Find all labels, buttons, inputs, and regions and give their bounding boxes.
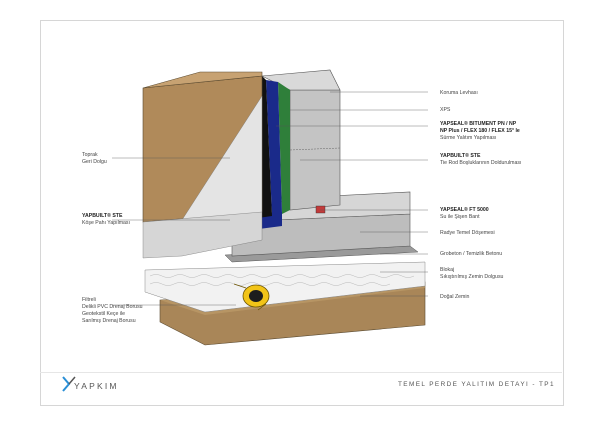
label-lean-concrete: Grobeton / Temizlik Betonu: [440, 251, 503, 257]
label-gravel: Blokaj: [440, 267, 455, 273]
label-soil: Toprak: [82, 152, 98, 158]
label-chamfer-description: Köşe Pahı Yapılması: [82, 220, 130, 226]
footer-divider: [40, 372, 562, 373]
label-perforated-pipe: Delikli PVC Drenaj Borusu: [82, 304, 143, 310]
drawing-title: TEMEL PERDE YALITIM DETAYI - TP1: [398, 381, 555, 388]
label-xps: XPS: [440, 107, 451, 113]
label-geotextile-wrap: Geotekstil Keçe ile: [82, 311, 125, 317]
brand-name: YAPKIM: [74, 381, 119, 391]
label-wrapped-drain-pipe: Sarılmış Drenaj Borusu: [82, 318, 136, 324]
label-tie-rod-product: YAPBUILT® STE: [440, 153, 481, 159]
concrete-wall-front: [290, 90, 340, 210]
label-waterproofing-product-variants: NP Plus / FLEX 180 / FLEX 15° le: [440, 128, 520, 134]
label-waterproofing-description: Sürme Yalıtım Yapılması: [440, 135, 497, 141]
label-protection-board: Koruma Levhası: [440, 90, 478, 96]
label-raft-slab: Radye Temel Döşemesi: [440, 230, 495, 236]
water-stop-band: [316, 206, 325, 213]
label-chamfer-product: YAPBUILT® STE: [82, 213, 123, 219]
label-water-stop-product: YAPSEAL® FT 5000: [440, 207, 489, 213]
label-backfill: Geri Dolgu: [82, 159, 107, 165]
label-natural-ground: Doğal Zemin: [440, 294, 470, 300]
label-tie-rod-description: Tie Rod Boşluklarının Doldurulması: [440, 160, 522, 166]
label-compacted-fill: Sıkıştırılmış Zemin Dolgusu: [440, 274, 504, 280]
label-water-stop-description: Su ile Şişen Bant: [440, 214, 480, 220]
label-waterproofing-product: YAPSEAL® BITUMENT PN / NP: [440, 121, 517, 127]
label-filtered: Filtreli: [82, 297, 96, 303]
